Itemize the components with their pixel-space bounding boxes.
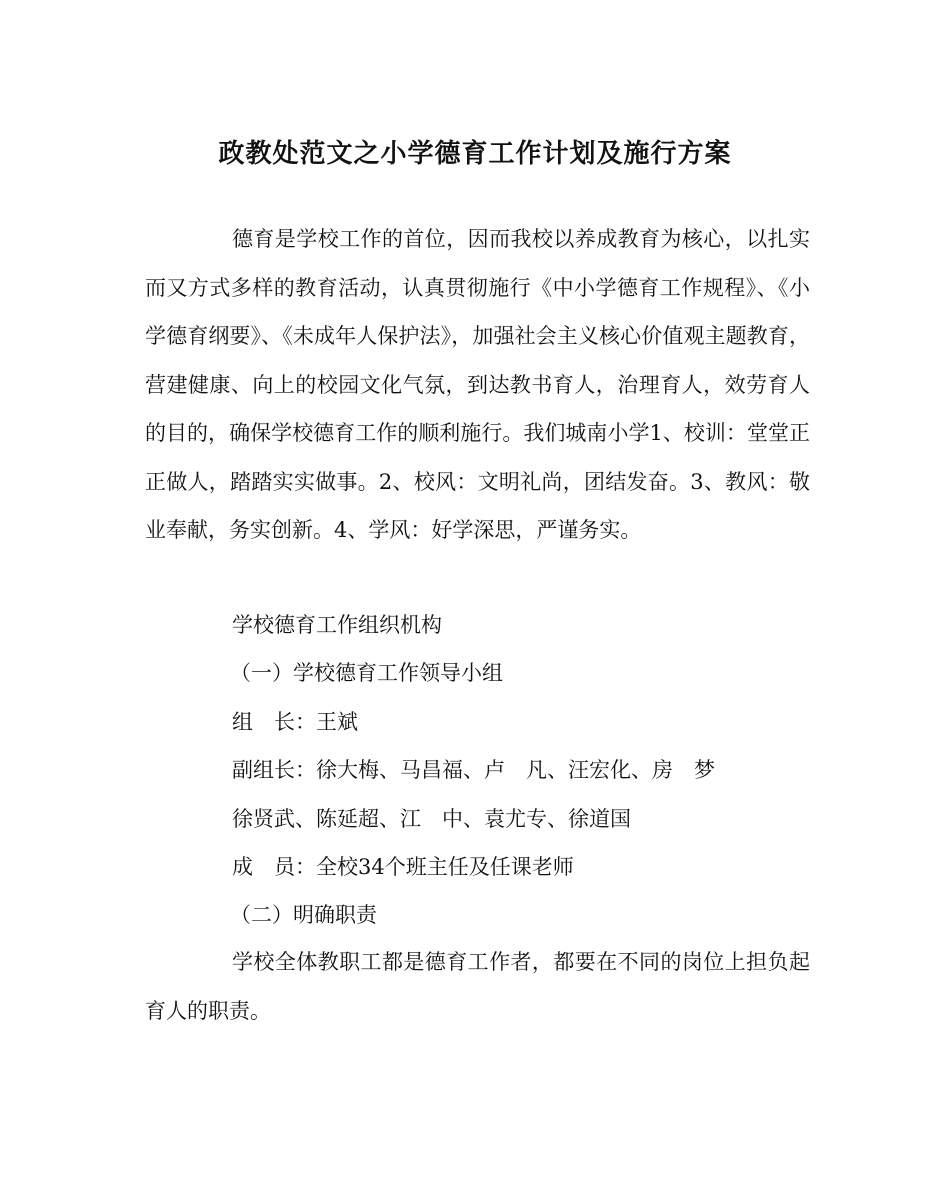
member-line: 成 员：全校34个班主任及任课老师 [232, 855, 574, 879]
org-heading: 学校德育工作组织机构 [232, 613, 442, 637]
document-title: 政教处范文之小学德育工作计划及施行方案 [218, 139, 732, 169]
section-one-heading: （一）学校德育工作领导小组 [230, 661, 503, 685]
vice-leader-line-continued: 徐贤武、陈延超、江 中、袁尤专、徐道国 [232, 807, 631, 831]
vice-leader-line: 副组长：徐大梅、马昌福、卢 凡、汪宏化、房 梦 [232, 758, 715, 782]
leader-line: 组 长：王斌 [232, 710, 358, 734]
duty-paragraph: 学校全体教职工都是德育工作者，都要在不同的岗位上担负起育人的职责。 [145, 950, 810, 1023]
intro-paragraph: 德育是学校工作的首位，因而我校以养成教育为核心，以扎实而又方式多样的教育活动，认真贯彻施行《中小学德育工作规程》、《小学德育纲要》、《未成年人保护法》，加强社会主义核心价值观主题教育，营建健康、向上的校园文化气氛，到达教书育人，治理育人，效劳育人的目的，确保学校德育工作的顺利施行。我们城南小学1、校训：堂堂正正做人，踏踏实实做事。2、校风：文明礼尚，团结发奋。3、教风：敬业奉献，务实创新。4、学风：好学深思，严谨务实。 [145, 227, 810, 542]
section-two-heading: （二）明确职责 [230, 903, 377, 927]
